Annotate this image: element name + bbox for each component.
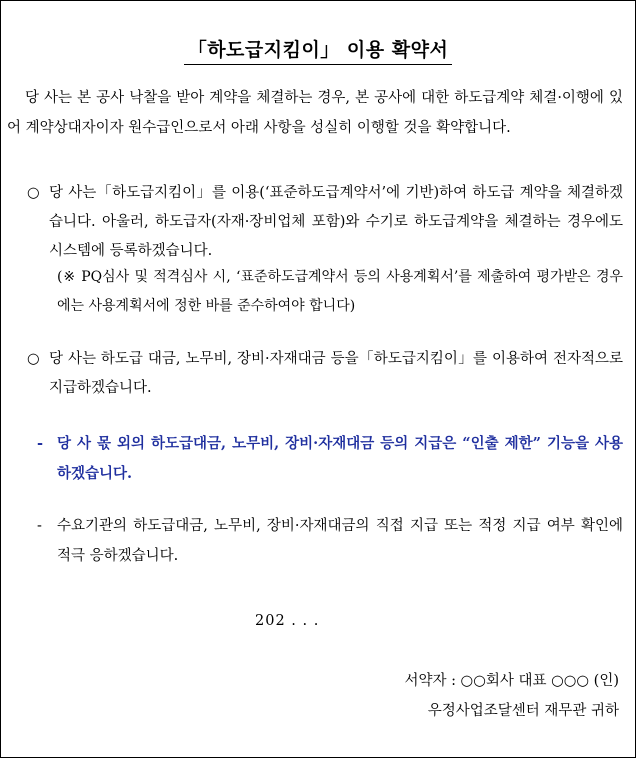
date-line: 202 . . . bbox=[255, 613, 320, 629]
pledge-item-2-text: 당 사는 하도급 대금, 노무비, 장비·자재대금 등을「하도급지킴이」를 이용하여 전자적으로 지급하겠습니다. bbox=[49, 351, 623, 396]
dash-bullet: - bbox=[37, 518, 42, 534]
pledge-item-2 bbox=[27, 345, 623, 403]
pledge-item-1-text: 당 사는「하도급지킴이」를 이용(‘표준하도급계약서’에 기반)하여 하도급 계약을 체결하겠습니다. 아울러, 하도급자(자재·장비업체 포함)와 수기로 하도급계약을 체결하는 경우에도 시스템에 등록하겠습니다. bbox=[49, 185, 623, 259]
pledge-item-1 bbox=[27, 179, 623, 266]
withdrawal-restriction-text: 당 사 몫 외의 하도급대금, 노무비, 장비·자재대금 등의 지급은 “인출 제한” 기능을 사용하겠습니다. bbox=[57, 435, 623, 482]
intro-paragraph: 당 사는 본 공사 낙찰을 받아 계약을 체결하는 경우, 본 공사에 대한 하도급계약 체결·이행에 있어 계약상대자이자 원수급인으로서 아래 사항을 성실히 이행할 것을 확약합니다. bbox=[7, 90, 623, 136]
circle-bullet: ○ bbox=[27, 351, 40, 367]
recipient-line: 우정사업조달센터 재무관 귀하 bbox=[427, 703, 619, 719]
direct-payment-text: 수요기관의 하도급대금, 노무비, 장비·자재대금의 직접 지급 또는 적정 지급 여부 확인에 적극 응하겠습니다. bbox=[57, 518, 623, 564]
signer-line: 서약자 : ○○회사 대표 ○○○ (인) bbox=[404, 673, 619, 689]
pq-note: (※ PQ심사 및 적격심사 시, ‘표준하도급계약서 등의 사용계획서’를 제출하여 평가받은 경우에는 사용계획서에 정한 바를 준수하여야 합니다) bbox=[57, 269, 623, 314]
circle-bullet: ○ bbox=[27, 185, 40, 201]
dash-bullet: - bbox=[37, 435, 44, 452]
direct-payment-clause bbox=[37, 511, 623, 571]
document-title-wrap bbox=[1, 35, 635, 65]
document-title: 「하도급지킴이」 이용 확약서 bbox=[184, 35, 453, 65]
withdrawal-restriction-clause bbox=[37, 429, 623, 489]
